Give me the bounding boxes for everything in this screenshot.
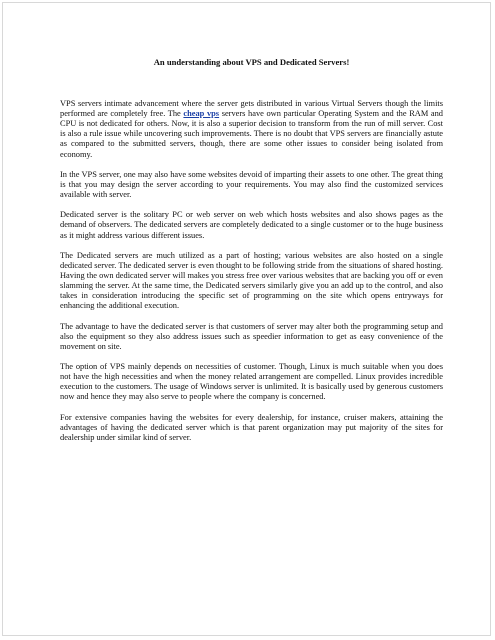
paragraph-1	[60, 99, 443, 160]
paragraph-6: The option of VPS mainly depends on necessities of customer. Though, Linux is much suitable when you does not have the high necessities and when the money related arrangement are compelled. Linux provides incredible execution to the customers. The usage of Windows server is unlimited. It is basically used by generous customers now and hence they may also serve to people where the company is concerned.	[60, 362, 443, 402]
paragraph-1-text-after-link: servers have own particular Operating System and the RAM and CPU is not dedicated for others. Now, it is also a superior decision to transform from the run of mill server. Cost is also a rule issue while uncovering such improvements. There is no doubt that VPS servers are financially astute as compared to the submitted servers, though, there are some other issues to consider being isolated from economy.	[60, 109, 443, 159]
paragraph-4: The Dedicated servers are much utilized as a part of hosting; various websites are also hosted on a single dedicated server. The dedicated server is even thought to be following stride from the situations of shared hosting. Having the own dedicated server will makes you stress free over various websites that are backing you off or even slamming the server. At the same time, the Dedicated servers similarly give you an add up to the control, and also takes in consideration introducing the specific set of programming on the site which opens entryways for enhancing the additional execution.	[60, 250, 443, 311]
paragraph-3: Dedicated server is the solitary PC or web server on web which hosts websites and also shows pages as the demand of observers. The dedicated servers are completely dedicated to a single customer or to the huge business as it might address various different issues.	[60, 210, 443, 240]
document-body	[60, 57, 443, 453]
paragraph-2: In the VPS server, one may also have some websites devoid of imparting their assets to one other. The great thing is that you may design the server according to your requirements. You may also find the customized services available with server.	[60, 169, 443, 200]
document-page	[2, 2, 491, 636]
paragraph-5: The advantage to have the dedicated server is that customers of server may alter both the programming setup and also the equipment so they also address issues such as speedier information to get as easy convenience of the movement on site.	[60, 321, 443, 351]
paragraph-7: For extensive companies having the websites for every dealership, for instance, cruiser makers, attaining the advantages of having the dedicated server which is that parent organization may put majority of the sites for dealership under similar kind of server.	[60, 412, 443, 442]
paragraph-1-text-before-link: VPS servers intimate advancement where the server gets distributed in various Virtual Servers though the limits performed are completely free. The	[60, 99, 443, 119]
cheap-vps-link[interactable]: cheap vps	[183, 109, 220, 119]
document-title: An understanding about VPS and Dedicated Servers!	[153, 57, 350, 67]
